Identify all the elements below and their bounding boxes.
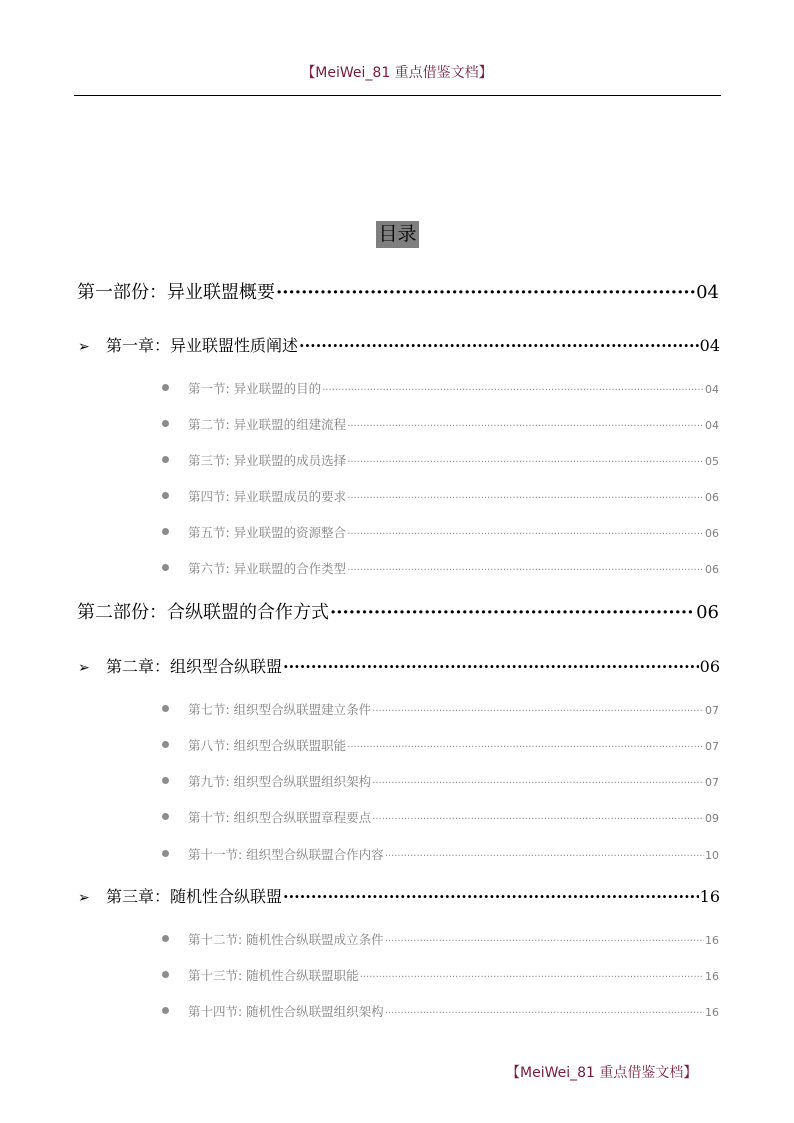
toc-page-number: 06 xyxy=(696,602,719,623)
toc-section-11[interactable] xyxy=(160,845,719,863)
toc-title: 目录 xyxy=(376,221,419,248)
toc-section-10[interactable] xyxy=(160,808,719,826)
toc-section-label: 第七节: 组织型合纵联盟建立条件 xyxy=(188,702,372,717)
toc-chapter-1[interactable] xyxy=(78,333,720,356)
toc-section-label: 第一节: 异业联盟的目的 xyxy=(188,381,322,396)
toc-section-7[interactable] xyxy=(160,700,719,718)
bullet-icon xyxy=(160,966,188,981)
toc-part-1[interactable] xyxy=(77,278,719,304)
toc-page-number: 04 xyxy=(699,336,720,355)
toc-page-number: 16 xyxy=(699,887,720,906)
toc-page-number: 16 xyxy=(705,970,719,983)
toc-section-label: 第十一节: 组织型合纵联盟合作内容 xyxy=(188,847,384,862)
leader-dots xyxy=(372,778,704,789)
toc-page-number: 04 xyxy=(705,383,719,396)
toc-chapter-label: 第三章：随机性合纵联盟 xyxy=(106,887,283,906)
toc-chapter-2[interactable] xyxy=(78,654,720,677)
bullet-icon xyxy=(160,523,188,538)
leader-dots xyxy=(347,565,704,576)
leader-dots xyxy=(299,336,699,355)
toc-section-label: 第六节: 异业联盟的合作类型 xyxy=(188,561,347,576)
toc-section-label: 第四节: 异业联盟成员的要求 xyxy=(188,489,347,504)
toc-section-label: 第十三节: 随机性合纵联盟职能 xyxy=(188,968,359,983)
page-footer: 【MeiWei_81 重点借鉴文档】 xyxy=(506,1065,698,1081)
leader-dots xyxy=(347,529,704,540)
arrow-right-icon: ➢ xyxy=(78,660,90,676)
leader-dots xyxy=(385,1008,704,1019)
toc-section-14[interactable] xyxy=(160,1002,719,1020)
leader-dots xyxy=(283,657,699,676)
leader-dots xyxy=(347,457,704,468)
leader-dots xyxy=(372,814,704,825)
arrow-right-icon: ➢ xyxy=(78,339,90,355)
toc-chapter-3[interactable] xyxy=(78,884,720,907)
bullet-icon xyxy=(160,487,188,502)
leader-dots xyxy=(347,742,704,753)
toc-part-2[interactable] xyxy=(77,598,719,624)
arrow-right-icon: ➢ xyxy=(78,890,90,906)
toc-page-number: 07 xyxy=(705,704,719,717)
toc-chapter-label: 第一章：异业联盟性质阐述 xyxy=(106,336,299,355)
toc-section-4[interactable] xyxy=(160,487,719,505)
leader-dots xyxy=(347,421,704,432)
toc-page-number: 04 xyxy=(705,419,719,432)
toc-section-3[interactable] xyxy=(160,451,719,469)
toc-page-number: 10 xyxy=(705,849,719,862)
toc-section-13[interactable] xyxy=(160,966,719,984)
toc-section-label: 第八节: 组织型合纵联盟职能 xyxy=(188,738,347,753)
toc-page-number: 06 xyxy=(699,657,720,676)
toc-section-label: 第十二节: 随机性合纵联盟成立条件 xyxy=(188,932,384,947)
bullet-icon xyxy=(160,808,188,823)
toc-part-label: 第一部份：异业联盟概要 xyxy=(77,282,275,303)
bullet-icon xyxy=(160,772,188,787)
toc-page-number: 06 xyxy=(705,563,719,576)
toc-section-2[interactable] xyxy=(160,415,719,433)
toc-section-label: 第五节: 异业联盟的资源整合 xyxy=(188,525,347,540)
leader-dots xyxy=(385,936,704,947)
toc-page-number: 07 xyxy=(705,776,719,789)
leader-dots xyxy=(360,972,704,983)
bullet-icon xyxy=(160,415,188,430)
toc-section-12[interactable] xyxy=(160,930,719,948)
bullet-icon xyxy=(160,451,188,466)
toc-section-1[interactable] xyxy=(160,379,719,397)
toc-section-label: 第二节: 异业联盟的组建流程 xyxy=(188,417,347,432)
leader-dots xyxy=(372,706,704,717)
leader-dots xyxy=(283,887,699,906)
toc-section-6[interactable] xyxy=(160,559,719,577)
toc-page-number: 07 xyxy=(705,740,719,753)
bullet-icon xyxy=(160,700,188,715)
toc-section-5[interactable] xyxy=(160,523,719,541)
bullet-icon xyxy=(160,845,188,860)
toc-page-number: 06 xyxy=(705,527,719,540)
toc-section-label: 第十节: 组织型合纵联盟章程要点 xyxy=(188,810,372,825)
toc-section-label: 第十四节: 随机性合纵联盟组织架构 xyxy=(188,1004,384,1019)
leader-dots xyxy=(322,385,704,396)
bullet-icon xyxy=(160,736,188,751)
toc-part-label: 第二部份：合纵联盟的合作方式 xyxy=(77,602,329,623)
bullet-icon xyxy=(160,930,188,945)
leader-dots xyxy=(385,851,704,862)
leader-dots xyxy=(276,282,695,303)
bullet-icon xyxy=(160,559,188,574)
page-header: 【MeiWei_81 重点借鉴文档】 xyxy=(301,65,493,81)
toc-chapter-label: 第二章：组织型合纵联盟 xyxy=(106,657,283,676)
toc-page-number: 04 xyxy=(696,282,719,303)
toc-section-label: 第九节: 组织型合纵联盟组织架构 xyxy=(188,774,372,789)
bullet-icon xyxy=(160,379,188,394)
toc-page-number: 06 xyxy=(705,491,719,504)
toc-section-8[interactable] xyxy=(160,736,719,754)
bullet-icon xyxy=(160,1002,188,1017)
toc-section-9[interactable] xyxy=(160,772,719,790)
leader-dots xyxy=(330,602,695,623)
leader-dots xyxy=(347,493,704,504)
toc-page-number: 09 xyxy=(705,812,719,825)
toc-section-label: 第三节: 异业联盟的成员选择 xyxy=(188,453,347,468)
toc-page-number: 05 xyxy=(705,455,719,468)
toc-page-number: 16 xyxy=(705,1006,719,1019)
toc-page-number: 16 xyxy=(705,934,719,947)
